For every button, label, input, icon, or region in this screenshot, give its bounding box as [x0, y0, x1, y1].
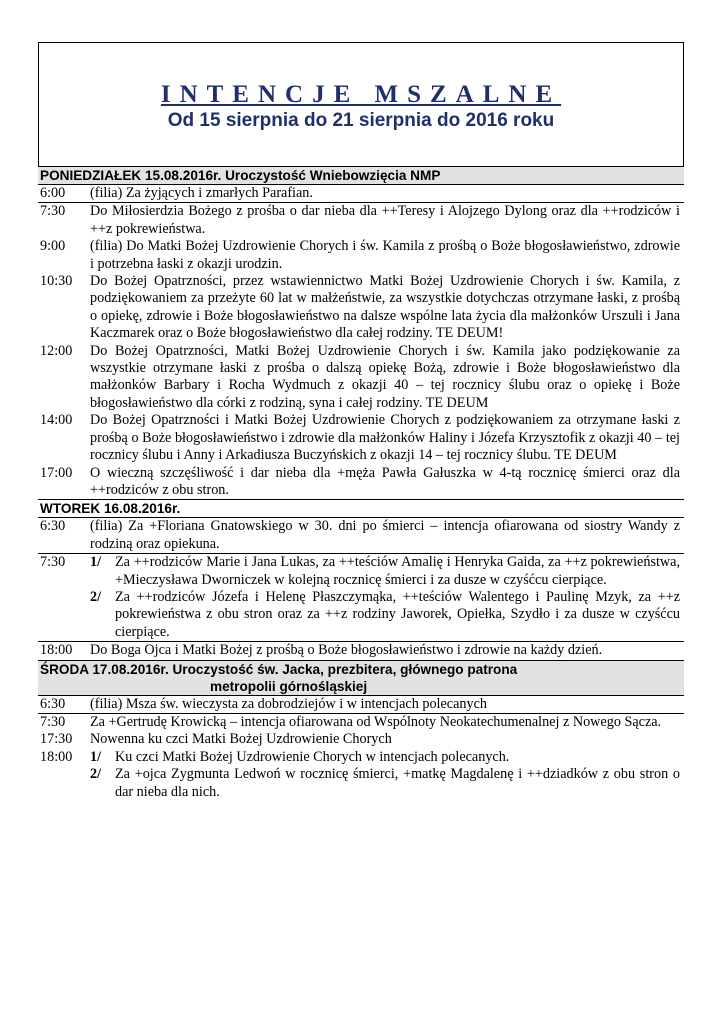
intention-text: Za ++rodziców Marie i Jana Lukas, za ++teściów Amalię i Henryka Gaida, za ++z pokrewieństwa, +Mieczysława Dworniczek w kolejną rocznicę śmierci i za dusze w czyśćcu cierpiące. — [115, 554, 680, 588]
intention-row — [38, 465, 684, 500]
intention-text: Do Bożej Opatrzności, przez wstawiennictwo Matki Bożej Uzdrowienie Chorych i św. Kamila, z podziękowaniem za przeżyte 60 lat w małżeństwie, za wszystkie dotychczas otrzymane łaski, z prośbą o opiekę, zdrowie i Boże błogosławieństwo na dalsze wspólne lata życia dla małżonków Urszuli i Jana Kaczmarek oraz o Boże błogosławieństwo dla całej rodziny. TE DEUM! — [90, 273, 680, 342]
mass-time: 18:00 — [40, 748, 73, 765]
page-subtitle: Od 15 sierpnia do 21 sierpnia do 2016 roku — [167, 110, 555, 131]
mass-time: 14:00 — [40, 412, 73, 429]
mass-time: 17:30 — [40, 731, 73, 748]
intention-item — [90, 749, 680, 766]
mass-time: 12:00 — [40, 342, 73, 359]
mass-time: 6:30 — [40, 518, 66, 535]
page-title: INTENCJE MSZALNE — [160, 81, 562, 108]
mass-time: 9:00 — [40, 238, 66, 255]
intention-row — [38, 343, 684, 413]
intention-row — [38, 642, 684, 659]
intention-item — [90, 766, 680, 801]
intention-list — [90, 749, 680, 801]
intention-text: Nowenna ku czci Matki Bożej Uzdrowienie Chorych — [90, 731, 392, 748]
day-heading-line: metropolii górnośląskiej — [210, 678, 368, 694]
intention-row — [38, 203, 684, 238]
day-heading-tuesday: WTOREK 16.08.2016r. — [38, 499, 684, 518]
mass-time: 17:00 — [40, 464, 73, 481]
intention-text: (filia) Do Matki Bożej Uzdrowienie Chorych i św. Kamila z prośbą o Boże błogosławieństwo, zdrowie i potrzebna łaski z okazji urodzin. — [90, 238, 680, 272]
intention-row — [38, 554, 684, 642]
intention-item — [90, 589, 680, 641]
day-heading-line: ŚRODA 17.08.2016r. Uroczystość św. Jacka, prezbitera, głównego patrona — [40, 661, 518, 677]
mass-time: 6:30 — [40, 695, 66, 712]
mass-time: 6:00 — [40, 185, 66, 201]
intention-row — [38, 273, 684, 343]
schedule — [38, 166, 684, 801]
intention-text: Za ++rodziców Józefa i Helenę Płaszczymąka, ++teściów Walentego i Paulinę Mzyk, za ++z pokrewieństwa z obu stron oraz za ++z rodziny Jaworek, Opiełka, Szydło i za dusze w czyśćcu cierpiące. — [115, 588, 680, 640]
day-heading-monday: PONIEDZIAŁEK 15.08.2016r. Uroczystość Wniebowzięcia NMP — [38, 166, 684, 185]
item-number: 2/ — [90, 588, 102, 605]
mass-time: 10:30 — [40, 273, 73, 290]
intention-text: Za +Gertrudę Krowicką – intencja ofiarowana od Wspólnoty Neokatechumenalnej z Nowego Sącza. — [90, 713, 662, 730]
intention-row — [38, 749, 684, 801]
intention-item — [90, 554, 680, 589]
intention-text: O wieczną szczęśliwość i dar nieba dla +męża Pawła Gałuszka w 4-tą rocznicę śmierci oraz dla ++rodziców z obu stron. — [90, 464, 680, 498]
item-number: 2/ — [90, 766, 102, 783]
intention-text: Ku czci Matki Bożej Uzdrowienie Chorych w intencjach polecanych. — [115, 748, 510, 765]
intention-text: Do Bożej Opatrzności i Matki Bożej Uzdrowienie Chorych z podziękowaniem za otrzymane łaski z prośbą o Boże błogosławieństwo i zdrowie dla małżonków Haliny i Józefa Krzysztofik z okazji 40 – tej rocznicy ślubu i Anny i Arkadiusza Buczyńskich z okazji 14 – tej rocznicy ślubu. TE DEUM — [90, 412, 680, 464]
intention-row — [38, 238, 684, 273]
intention-text: (filia) Msza św. wieczysta za dobrodziejów i w intencjach polecanych — [90, 695, 487, 712]
intention-text: Do Boga Ojca i Matki Bożej z prośbą o Boże błogosławieństwo i zdrowie na każdy dzień. — [90, 642, 603, 659]
intention-text: Do Bożej Opatrzności, Matki Bożej Uzdrowienie Chorych i św. Kamila jako podziękowanie za wszystkie otrzymane łaski z prośba o dalszą opiekę Bożą, zdrowie i Boże błogosławieństwo dla małżonków Barbary i Rocha Wydmuch z okazji 40 – tej rocznicy ślubu oraz o opiekę i Boże błogosławieństwo dla córki z rodziną, syna i całej rodziny. TE DEUM — [90, 342, 680, 411]
intention-row — [38, 731, 684, 748]
item-number: 1/ — [90, 554, 102, 571]
intention-row — [38, 518, 684, 554]
intention-list — [90, 554, 680, 641]
intention-row — [38, 185, 684, 203]
intention-row — [38, 714, 684, 731]
intention-text: Do Miłosierdzia Bożego z prośba o dar nieba dla ++Teresy i Alojzego Dylong oraz dla ++rodziców i ++z pokrewieństwa. — [90, 203, 680, 237]
intention-text: (filia) Za żyjących i zmarłych Parafian. — [90, 185, 313, 201]
mass-time: 7:30 — [40, 203, 66, 220]
intention-text: (filia) Za +Floriana Gnatowskiego w 30. dni po śmierci – intencja ofiarowana od siostry Wandy z rodziną oraz opiekuna. — [90, 518, 680, 552]
mass-time: 7:30 — [40, 713, 66, 730]
intention-text: Za +ojca Zygmunta Ledwoń w rocznicę śmierci, +matkę Magdalenę i ++dziadków z obu stron o dar nieba dla nich. — [115, 766, 680, 800]
intention-row — [38, 696, 684, 714]
mass-time: 7:30 — [40, 554, 66, 571]
day-heading-wednesday — [38, 660, 684, 696]
intention-row — [38, 412, 684, 464]
title-box — [38, 42, 684, 167]
mass-time: 18:00 — [40, 642, 73, 659]
item-number: 1/ — [90, 748, 102, 765]
